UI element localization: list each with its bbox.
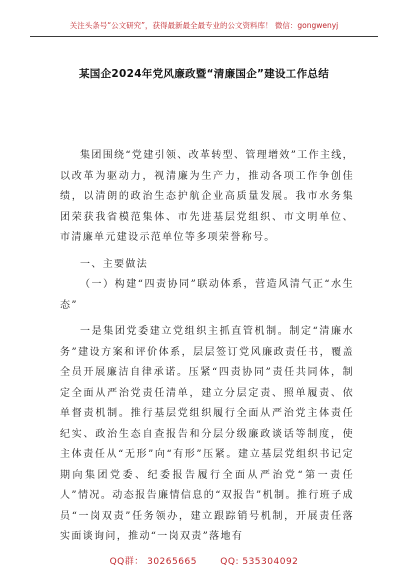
section-heading: 一、主要做法 xyxy=(80,258,149,270)
footer-contact xyxy=(0,554,408,567)
header-banner: 关注头条号“公文研究”，获得最新最全最专业的公文资料库！ 微信：gongwenyj xyxy=(30,16,378,37)
subsection-heading: （一）构建“四责协同”联动体系，营造风清气正“水生态” xyxy=(60,279,354,311)
document-title: 某国企2024年党风廉政暨“清廉国企”建设工作总结 xyxy=(78,68,330,80)
body-paragraph: 一是集团党委建立党组织主抓直管机制。制定“清廉水务”建设方案和评价体系，层层签订党风廉政责任书，覆盖全员开展廉洁自律承诺。压紧“四责协同”责任共同体，制定全面从严治党责任清单，建立分层定责、照单履责、依单督责机制。推行基层党组织履行全面从严治党主体责任纪实、政治生态自查报告和分层分级廉政谈话等制度，使主体责任从“无形”向“有形”压紧。建立基层党组织书记定期向集团党委、纪委报告履行全面从严治党“第一责任人”情况。动态报告廉情信息的“双报告”机制。推行班子成员“一岗双责”任务领办，建立跟踪销号机制，开展责任落实面谈询问，推动“一岗双责”落地有 xyxy=(60,326,354,542)
footer-qq-number: QQ: 535304092 xyxy=(220,557,299,567)
document-body xyxy=(60,146,354,548)
footer-qq-group: QQ群： 30265665 xyxy=(109,557,197,567)
intro-paragraph: 集团围绕“党建引领、改革转型、管理增效”工作主线，以改革为驱动力，视清廉为生产力，推动各项工作争创佳绩，以清朗的政治生态护航企业高质量发展。我市水务集团荣获我省模范集体、市先进基层党组织、市文明单位、市清廉单元建设示范单位等多项荣誉称号。 xyxy=(60,150,354,243)
